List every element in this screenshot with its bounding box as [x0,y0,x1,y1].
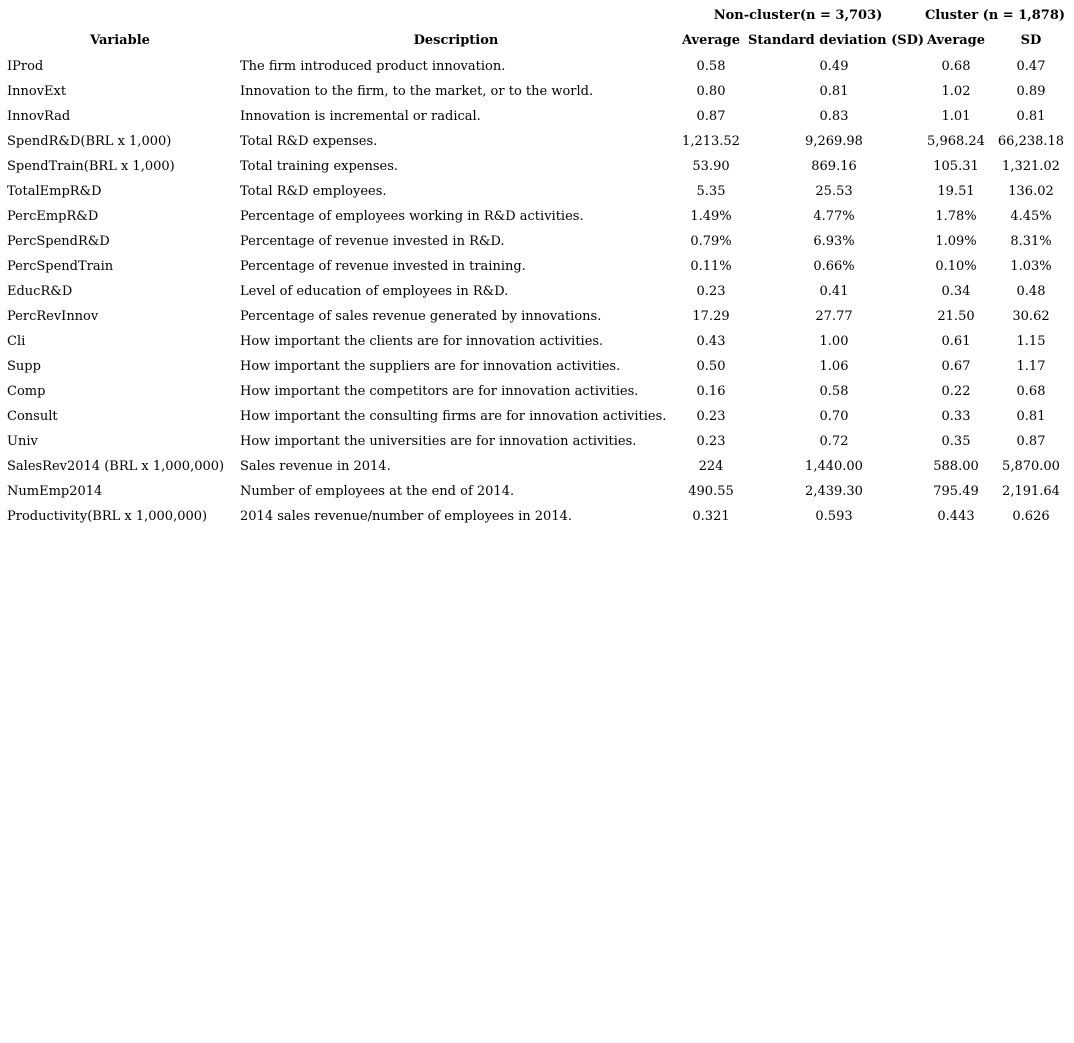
cell-cluster-average: 795.49 [933,484,979,499]
group-header-cluster: Cluster (n = 1,878) [924,8,1066,23]
cell-description: How important the clients are for innovation activities. [240,334,604,349]
cell-cluster-sd: 8.31% [1010,234,1052,249]
cell-cluster-sd: 0.47 [1016,59,1046,74]
cell-noncluster-sd: 1.06 [819,359,849,374]
cell-cluster-average: 0.10% [935,259,977,274]
cell-variable: PercSpendTrain [7,259,114,274]
table-row [0,483,1074,508]
cell-cluster-sd: 30.62 [1012,309,1050,324]
cell-variable: PercRevInnov [7,309,99,324]
cell-noncluster-sd: 0.66% [813,259,855,274]
cell-cluster-sd: 0.626 [1012,509,1050,524]
cell-noncluster-sd: 0.83 [819,109,849,124]
cell-noncluster-sd: 6.93% [813,234,855,249]
cell-noncluster-sd: 0.41 [819,284,849,299]
cell-cluster-average: 0.22 [941,384,971,399]
group-header-noncluster: Non-cluster(n = 3,703) [713,8,883,23]
cell-noncluster-sd: 1,440.00 [805,459,863,474]
cell-noncluster-average: 0.23 [696,409,726,424]
cell-noncluster-average: 0.16 [696,384,726,399]
cell-cluster-average: 0.67 [941,359,971,374]
cell-cluster-sd: 1.15 [1016,334,1046,349]
cell-variable: InnovExt [7,84,67,99]
cell-noncluster-sd: 9,269.98 [805,134,863,149]
cell-cluster-sd: 1.03% [1010,259,1052,274]
cell-cluster-sd: 2,191.64 [1002,484,1060,499]
cell-description: How important the consulting firms are for innovation activities. [240,409,667,424]
table-row [0,308,1074,333]
cell-cluster-average: 5,968.24 [927,134,985,149]
cell-description: 2014 sales revenue/number of employees in 2014. [240,509,573,524]
cell-variable: Supp [7,359,41,374]
cell-description: How important the suppliers are for innovation activities. [240,359,621,374]
cell-cluster-sd: 5,870.00 [1002,459,1060,474]
cell-cluster-sd: 0.81 [1016,109,1046,124]
cell-cluster-average: 19.51 [937,184,975,199]
cell-cluster-average: 0.68 [941,59,971,74]
cell-noncluster-average: 17.29 [692,309,730,324]
cell-noncluster-average: 53.90 [692,159,730,174]
cell-noncluster-average: 0.321 [692,509,730,524]
table-row [0,233,1074,258]
cell-cluster-average: 588.00 [933,459,979,474]
cell-noncluster-sd: 869.16 [811,159,857,174]
cell-cluster-sd: 66,238.18 [997,134,1065,149]
table-row [0,158,1074,183]
cell-noncluster-sd: 0.58 [819,384,849,399]
cell-cluster-average: 1.02 [941,84,971,99]
cell-variable: TotalEmpR&D [7,184,102,199]
cell-noncluster-average: 0.50 [696,359,726,374]
table-row [0,208,1074,233]
cell-cluster-average: 1.09% [935,234,977,249]
cell-variable: PercSpendR&D [7,234,110,249]
cell-noncluster-average: 0.23 [696,434,726,449]
table-row [0,508,1074,533]
cell-variable: Productivity(BRL x 1,000,000) [7,509,208,524]
cell-cluster-average: 21.50 [937,309,975,324]
cell-variable: Univ [7,434,38,449]
cell-cluster-average: 0.443 [937,509,975,524]
column-header-cluster-sd: SD [1020,33,1042,48]
cell-variable: PercEmpR&D [7,209,99,224]
cell-cluster-sd: 0.89 [1016,84,1046,99]
cell-variable: EducR&D [7,284,73,299]
cell-variable: SalesRev2014 (BRL x 1,000,000) [7,459,225,474]
column-header-variable: Variable [90,33,150,48]
cell-description: Innovation is incremental or radical. [240,109,481,124]
cell-noncluster-sd: 1.00 [819,334,849,349]
cell-cluster-sd: 4.45% [1010,209,1052,224]
cell-noncluster-average: 0.58 [696,59,726,74]
cell-noncluster-sd: 25.53 [815,184,853,199]
cell-description: Total training expenses. [240,159,399,174]
cell-noncluster-sd: 0.593 [815,509,853,524]
cell-cluster-sd: 0.81 [1016,409,1046,424]
table-row [0,383,1074,408]
table-row [0,83,1074,108]
cell-variable: Comp [7,384,46,399]
cell-variable: IProd [7,59,44,74]
cell-description: How important the competitors are for innovation activities. [240,384,639,399]
table-row [0,333,1074,358]
cell-noncluster-average: 1.49% [690,209,732,224]
cell-description: Total R&D employees. [240,184,387,199]
cell-description: Percentage of employees working in R&D activities. [240,209,584,224]
cell-noncluster-sd: 2,439.30 [805,484,863,499]
cell-variable: NumEmp2014 [7,484,103,499]
table-row [0,183,1074,208]
column-header-cluster-average: Average [926,33,986,48]
table-row [0,258,1074,283]
column-header-noncluster-average: Average [681,33,741,48]
cell-noncluster-sd: 0.72 [819,434,849,449]
cell-description: Innovation to the firm, to the market, or to the world. [240,84,594,99]
table-row [0,108,1074,133]
cell-noncluster-sd: 4.77% [813,209,855,224]
column-header-description: Description [413,33,499,48]
cell-noncluster-average: 1,213.52 [682,134,740,149]
cell-noncluster-average: 0.80 [696,84,726,99]
cell-noncluster-average: 224 [698,459,724,474]
cell-description: Percentage of revenue invested in training. [240,259,526,274]
table-row [0,58,1074,83]
cell-variable: InnovRad [7,109,71,124]
cell-noncluster-sd: 0.70 [819,409,849,424]
cell-noncluster-average: 0.87 [696,109,726,124]
cell-cluster-sd: 136.02 [1008,184,1054,199]
table-row [0,133,1074,158]
cell-variable: SpendR&D(BRL x 1,000) [7,134,172,149]
cell-cluster-average: 0.61 [941,334,971,349]
cell-cluster-average: 0.34 [941,284,971,299]
cell-noncluster-average: 0.43 [696,334,726,349]
cell-cluster-average: 1.78% [935,209,977,224]
cell-cluster-sd: 1,321.02 [1002,159,1060,174]
column-header-noncluster-sd: Standard deviation (SD) [748,33,925,48]
cell-cluster-sd: 0.87 [1016,434,1046,449]
cell-description: Sales revenue in 2014. [240,459,391,474]
cell-description: Percentage of sales revenue generated by innovations. [240,309,602,324]
cell-cluster-average: 0.33 [941,409,971,424]
cell-description: The firm introduced product innovation. [240,59,506,74]
cell-variable: Cli [7,334,26,349]
cell-description: Level of education of employees in R&D. [240,284,509,299]
cell-noncluster-average: 490.55 [688,484,734,499]
cell-cluster-sd: 1.17 [1016,359,1046,374]
cell-description: How important the universities are for innovation activities. [240,434,637,449]
table-row [0,408,1074,433]
cell-noncluster-average: 5.35 [696,184,726,199]
table-row [0,358,1074,383]
cell-variable: SpendTrain(BRL x 1,000) [7,159,175,174]
cell-noncluster-average: 0.79% [690,234,732,249]
cell-noncluster-sd: 0.49 [819,59,849,74]
cell-cluster-sd: 0.48 [1016,284,1046,299]
cell-noncluster-sd: 27.77 [815,309,853,324]
cell-description: Number of employees at the end of 2014. [240,484,515,499]
cell-description: Total R&D expenses. [240,134,378,149]
cell-noncluster-average: 0.11% [690,259,732,274]
cell-cluster-sd: 0.68 [1016,384,1046,399]
cell-cluster-average: 0.35 [941,434,971,449]
table-row [0,458,1074,483]
cell-noncluster-average: 0.23 [696,284,726,299]
cell-cluster-average: 1.01 [941,109,971,124]
table-row [0,283,1074,308]
cell-cluster-average: 105.31 [933,159,979,174]
cell-description: Percentage of revenue invested in R&D. [240,234,505,249]
table-row [0,433,1074,458]
cell-noncluster-sd: 0.81 [819,84,849,99]
cell-variable: Consult [7,409,58,424]
